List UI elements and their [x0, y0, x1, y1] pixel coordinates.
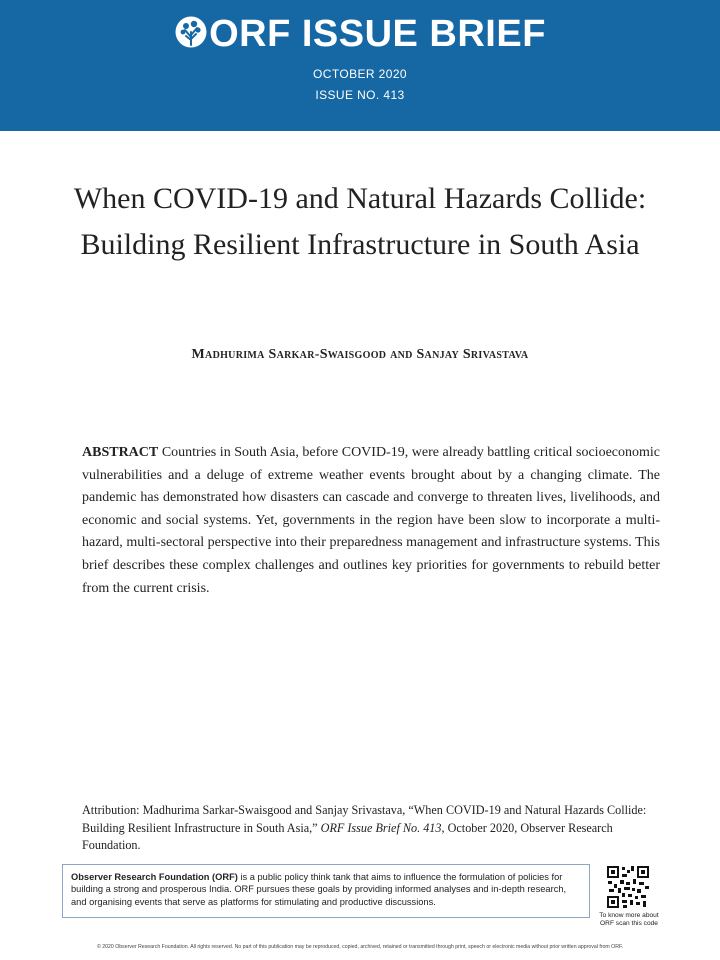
abstract-label: ABSTRACT [82, 445, 159, 460]
author-byline: Madhurima Sarkar-Swaisgood and Sanjay Srivastava [191, 347, 529, 362]
brand-text: ORF ISSUE BRIEF [209, 13, 546, 55]
attribution-suffix: , October 2020, Observer Research Foundation. [82, 820, 613, 852]
qr-caption: To know more about ORF scan this code [599, 912, 659, 928]
orf-about-box [62, 864, 590, 918]
document-title: When COVID-19 and Natural Hazards Collide: Building Resilient Infrastructure in South Asia [73, 182, 647, 261]
orf-tree-globe-icon [174, 15, 208, 59]
brand-title [0, 12, 720, 59]
orf-description: is a public policy think tank that aims to influence the formulation of policies for building a strong and prosperous India. ORF pursues these goals by providing informed analyses and in-depth research, and organising events that serve as platforms for stimulating and productive discussions. [71, 872, 567, 907]
copyright-line: © 2020 Observer Research Foundation. All rights reserved. No part of this publication may be reproduced, copied, archived, retained or transmitted through print, speech or electronic media without prior written approval from ORF. [96, 944, 623, 950]
attribution-prefix: Attribution: Madhurima Sarkar-Swaisgood and Sanjay Srivastava, “When COVID-19 and Natural Hazards Collide: Building Resilient Infrastructure in South Asia,” [82, 803, 647, 835]
orf-name: Observer Research Foundation (ORF) [71, 872, 238, 882]
header-banner [0, 0, 720, 131]
abstract-text: Countries in South Asia, before COVID-19, were already battling critical socioeconomic vulnerabilities and a deluge of extreme weather events brought about by a changing climate. The pandemic has demonstrated how disasters can cascade and converge to threaten lives, livelihoods, and economic and social systems. Yet, governments in the region have been slow to incorporate a multi-hazard, multi-sectoral perspective into their preparedness management and infrastructure systems. This brief describes these complex challenges and outlines key priorities for governments to rebuild better from the current crisis. [82, 445, 660, 596]
issue-date: OCTOBER 2020 [313, 67, 407, 81]
qr-code-icon[interactable] [606, 865, 650, 909]
attribution-publication: ORF Issue Brief No. 413 [320, 820, 442, 835]
abstract-paragraph [82, 442, 660, 600]
attribution-note [82, 802, 668, 855]
issue-number: ISSUE NO. 413 [315, 88, 405, 102]
